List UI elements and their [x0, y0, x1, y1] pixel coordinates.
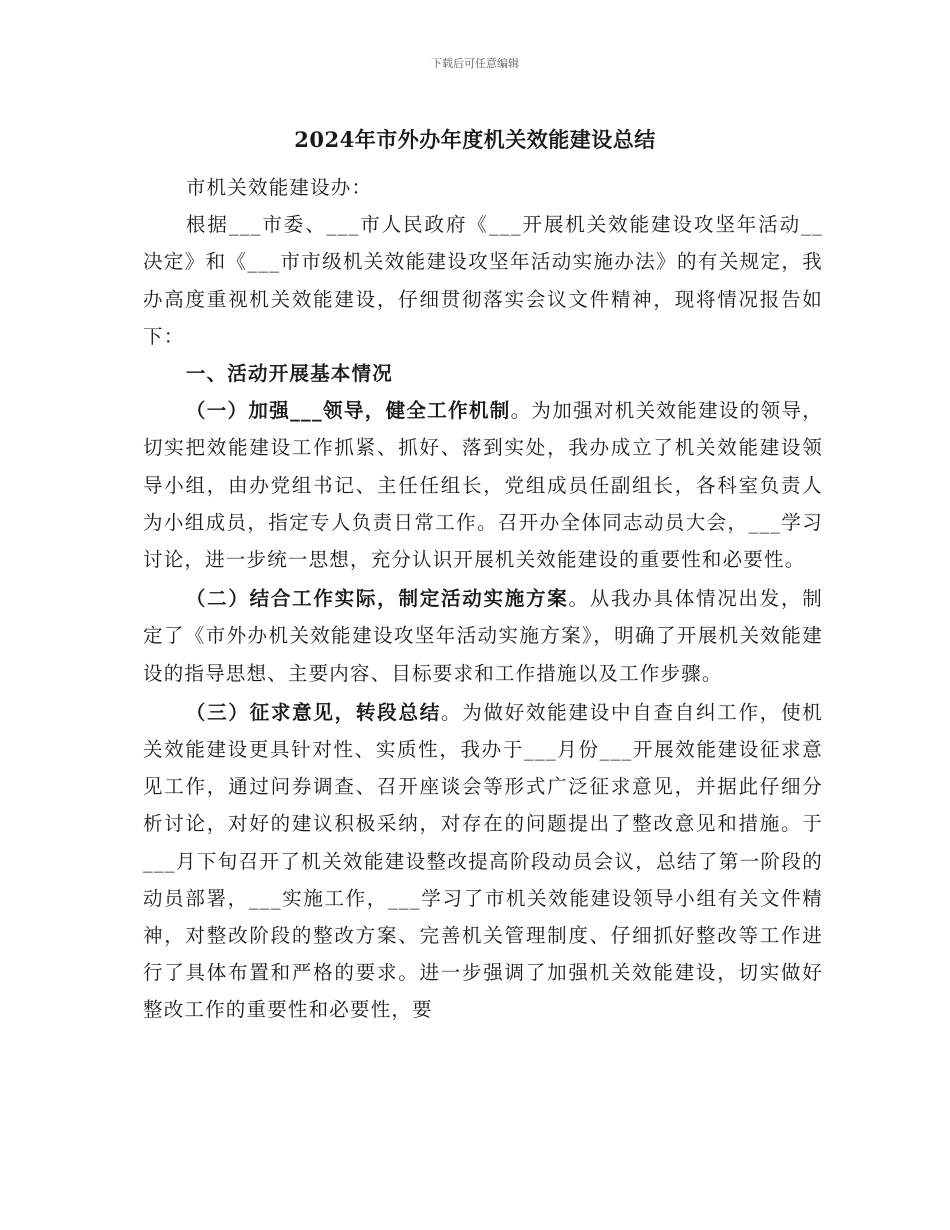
- document-title: 2024年市外办年度机关效能建设总结: [294, 127, 656, 152]
- section-heading-1: 一、活动开展基本情况: [185, 362, 393, 386]
- paragraph-item-2: [143, 580, 823, 692]
- item-2-text: 。从我办具体情况出发，制定了《市外办机关效能建设攻坚年活动实施方案》，明确了开展机关效能建设的指导思想、主要内容、目标要求和工作措施以及工作步骤。: [143, 587, 823, 685]
- intro-paragraph: 根据___市委、___市人民政府《___开展机关效能建设攻坚年活动__决定》和《___市市级机关效能建设攻坚年活动实施办法》的有关规定，我办高度重视机关效能建设，仔细贯彻落实会议文件精神，现将情况报告如下：: [143, 213, 823, 348]
- header-note: 下载后可任意编辑: [431, 57, 519, 70]
- item-1-text: 。为加强对机关效能建设的领导，切实把效能建设工作抓紧、抓好、落到实处，我办成立了机关效能建设领导小组，由办党组书记、主任任组长，党组成员任副组长，各科室负责人为小组成员，指定专人负责日常工作。召开办全体同志动员大会，___学习讨论，进一步统一思想，充分认识开展机关效能建设的重要性和必要性。: [143, 399, 823, 572]
- item-3-heading: （三）征求意见，转段总结: [185, 700, 441, 724]
- paragraph-item-1: [143, 392, 823, 578]
- document-body: [143, 169, 823, 1029]
- paragraph-item-3: [143, 694, 823, 1029]
- item-3-text: 。为做好效能建设中自查自纠工作，使机关效能建设更具针对性、实质性，我办于___月份___开展效能建设征求意见工作，通过问券调查、召开座谈会等形式广泛征求意见，并据此仔细分析讨论，对好的建议积极采纳，对存在的问题提出了整改意见和措施。于___月下旬召开了机关效能建设整改提高阶段动员会议，总结了第一阶段的动员部署，___实施工作，___学习了市机关效能建设领导小组有关文件精神，对整改阶段的整改方案、完善机关管理制度、仔细抓好整改等工作进行了具体布置和严格的要求。进一步强调了加强机关效能建设，切实做好整改工作的重要性和必要性，要: [143, 700, 823, 1022]
- item-1-heading: （一）加强___领导，健全工作机制: [185, 399, 511, 423]
- item-2-heading: （二）结合工作实际，制定活动实施方案: [185, 587, 569, 611]
- salutation: 市机关效能建设办：: [185, 176, 373, 199]
